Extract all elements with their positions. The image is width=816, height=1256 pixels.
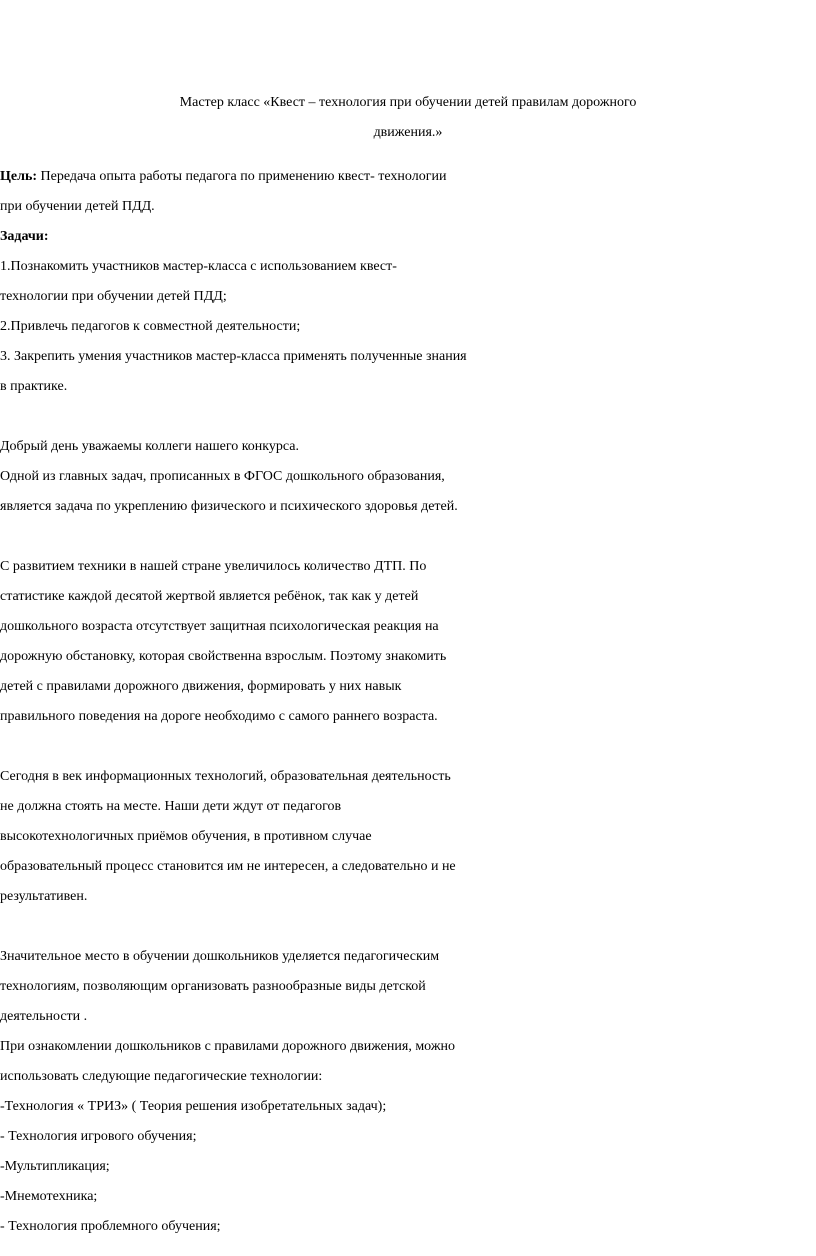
document-title: [0, 88, 816, 148]
task-2: 2.Привлечь педагогов к совместной деятельности;: [0, 319, 301, 334]
goal-line-1: [0, 162, 816, 192]
paragraph-line: образовательный процесс становится им не интересен, а следовательно и не: [0, 859, 456, 874]
spacer: [0, 912, 816, 942]
goal-label: Цель:: [0, 169, 38, 184]
technology-list-item: -Мультипликация;: [0, 1159, 110, 1174]
paragraph-line: статистике каждой десятой жертвой является ребёнок, так как у детей: [0, 589, 419, 604]
task-1-line-2: технологии при обучении детей ПДД;: [0, 289, 227, 304]
paragraph-line: Значительное место в обучении дошкольников уделяется педагогическим: [0, 949, 440, 964]
goal-text: Передача опыта работы педагога по применению квест- технологии: [37, 169, 447, 184]
paragraph-line: дошкольного возраста отсутствует защитная психологическая реакция на: [0, 619, 439, 634]
paragraph-line: детей с правилами дорожного движения, формировать у них навык: [0, 679, 402, 694]
spacer: [0, 402, 816, 432]
document-body: [0, 162, 816, 1242]
title-line-2: движения.»: [373, 125, 443, 140]
paragraph-line: является задача по укреплению физического и психического здоровья детей.: [0, 499, 458, 514]
title-line-1: Мастер класс «Квест – технология при обучении детей правилам дорожного: [179, 95, 637, 110]
paragraph-line: При ознакомлении дошкольников с правилами дорожного движения, можно: [0, 1039, 455, 1054]
paragraph-line: Сегодня в век информационных технологий, образовательная деятельность: [0, 769, 451, 784]
task-1-line-1: 1.Познакомить участников мастер-класса с использованием квест-: [0, 259, 397, 274]
paragraph-line: результативен.: [0, 889, 88, 904]
paragraph-line: деятельности .: [0, 1009, 88, 1024]
paragraph-line: высокотехнологичных приёмов обучения, в противном случае: [0, 829, 372, 844]
paragraph-line: дорожную обстановку, которая свойственна взрослым. Поэтому знакомить: [0, 649, 447, 664]
spacer: [0, 522, 816, 552]
technology-list-item: - Технология игрового обучения;: [0, 1129, 197, 1144]
paragraph-line: технологиям, позволяющим организовать разнообразные виды детской: [0, 979, 426, 994]
technology-list-item: -Технология « ТРИЗ» ( Теория решения изобретательных задач);: [0, 1099, 387, 1114]
paragraph-line: С развитием техники в нашей стране увеличилось количество ДТП. По: [0, 559, 427, 574]
spacer: [0, 732, 816, 762]
goal-line-2: при обучении детей ПДД.: [0, 199, 155, 214]
task-3-line-1: 3. Закрепить умения участников мастер-класса применять полученные знания: [0, 349, 467, 364]
paragraph-line: Одной из главных задач, прописанных в ФГОС дошкольного образования,: [0, 469, 445, 484]
paragraph-line: использовать следующие педагогические технологии:: [0, 1069, 323, 1084]
paragraph-line: Добрый день уважаемы коллеги нашего конкурса.: [0, 439, 299, 454]
technology-list-item: -Мнемотехника;: [0, 1189, 98, 1204]
tasks-label: Задачи:: [0, 229, 49, 244]
task-3-line-2: в практике.: [0, 379, 68, 394]
paragraph-line: не должна стоять на месте. Наши дети ждут от педагогов: [0, 799, 342, 814]
technology-list-item: - Технология проблемного обучения;: [0, 1219, 221, 1234]
paragraph-line: правильного поведения на дороге необходимо с самого раннего возраста.: [0, 709, 438, 724]
